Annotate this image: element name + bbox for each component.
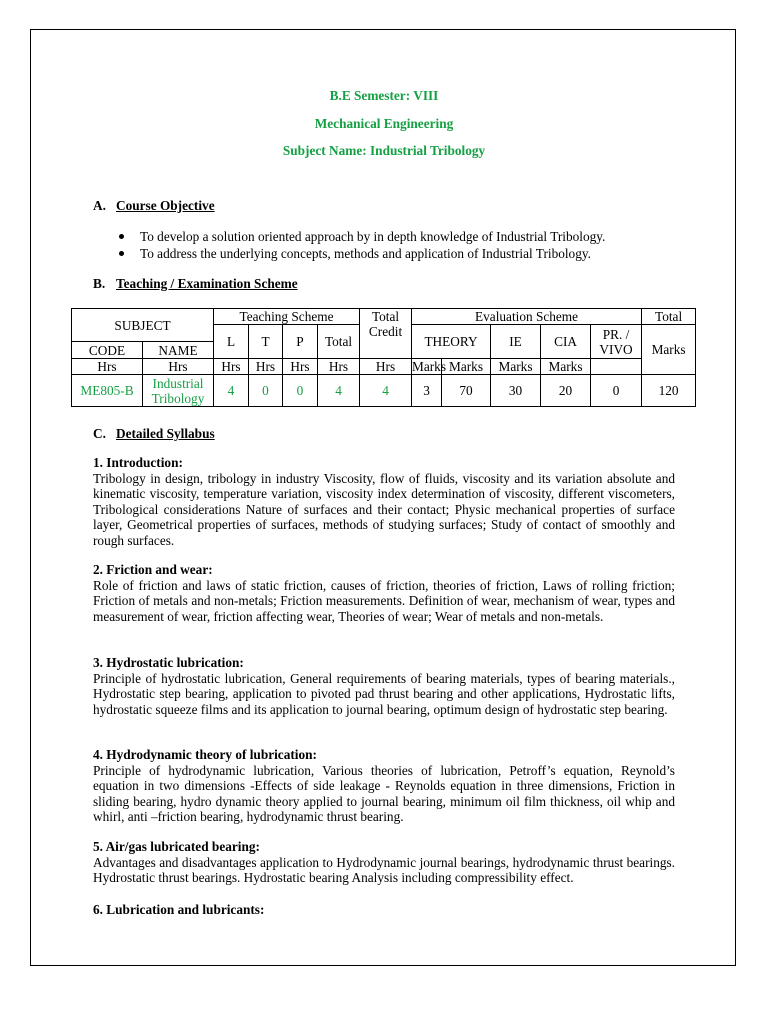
course-objective-list	[115, 228, 605, 262]
teaching-exam-scheme-table	[71, 308, 696, 407]
list-item: To develop a solution oriented approach by in depth knowledge of Industrial Tribology.	[115, 228, 605, 245]
t-header: T	[249, 325, 283, 359]
syllabus-unit-6	[93, 902, 675, 918]
syllabus-unit-1	[93, 455, 675, 549]
syllabus-unit-3	[93, 655, 675, 717]
hrs-label: Hrs	[283, 359, 318, 375]
section-title: Course Objective	[116, 198, 215, 213]
p-header: P	[283, 325, 318, 359]
course-name: Industrial Tribology	[143, 375, 214, 407]
theory-hours: 3	[412, 375, 442, 407]
unit-heading: 1. Introduction:	[93, 455, 183, 470]
section-a-heading	[93, 198, 215, 214]
code-header: CODE	[72, 342, 143, 359]
semester-title: B.E Semester: VIII	[329, 88, 439, 103]
total-marks: 120	[642, 375, 696, 407]
pr-vivo-header: PR. / VIVO	[591, 325, 642, 359]
section-c-heading	[93, 426, 215, 442]
total-hours: 4	[318, 375, 360, 407]
unit-text: Role of friction and laws of static friction, causes of friction, theories of friction, Laws of rolling friction; Friction of metals and non-metals; Friction measurements. Definition of wear, mechanism of wear, types and measurement of wear, friction affecting wear, Theories of wear; Wear of metals and non-metals.	[93, 577, 675, 624]
table-row	[72, 375, 696, 407]
cia-marks: 20	[541, 375, 591, 407]
total-header: Total	[642, 309, 696, 325]
section-letter: B.	[93, 276, 106, 291]
marks-header: Marks	[642, 325, 696, 375]
ie-marks: 30	[491, 375, 541, 407]
hrs-label: Hrs	[360, 359, 412, 375]
syllabus-unit-2	[93, 562, 675, 624]
section-letter: C.	[93, 426, 106, 441]
name-header: NAME	[143, 342, 214, 359]
subject-title: Subject Name: Industrial Tribology	[282, 143, 486, 158]
unit-heading: 4. Hydrodynamic theory of lubrication:	[93, 747, 317, 762]
hrs-label: Hrs	[318, 359, 360, 375]
lecture-hours: 4	[214, 375, 249, 407]
total-credit-header: Total Credit	[360, 309, 412, 359]
syllabus-unit-4	[93, 747, 675, 825]
total-hours-header: Total	[318, 325, 360, 359]
list-item: To address the underlying concepts, methods and application of Industrial Tribology.	[115, 245, 605, 262]
l-header: L	[214, 325, 249, 359]
evaluation-scheme-header: Evaluation Scheme	[412, 309, 642, 325]
tutorial-hours: 0	[249, 375, 283, 407]
syllabus-unit-5	[93, 839, 675, 886]
section-letter: A.	[93, 198, 106, 213]
course-code: ME805-B	[72, 375, 143, 407]
unit-heading: 5. Air/gas lubricated bearing:	[93, 839, 260, 854]
total-credit: 4	[360, 375, 412, 407]
section-title: Teaching / Examination Scheme	[116, 276, 298, 291]
hrs-label: Hrs	[143, 359, 214, 375]
unit-heading: 3. Hydrostatic lubrication:	[93, 655, 244, 670]
practical-hours: 0	[283, 375, 318, 407]
unit-text: Tribology in design, tribology in industry Viscosity, flow of fluids, viscosity and its variation absolute and kinematic viscosity, temperature variation, viscosity index determination of viscosity, different viscometers, Tribological considerations Nature of surfaces and their contact; Physic mechanical properties of surface layer, Geometrical properties of surfaces, methods of studying surfaces; Study of contact of smoothly and rough surfaces.	[93, 470, 675, 548]
subject-header: SUBJECT	[72, 309, 214, 342]
teaching-scheme-header: Teaching Scheme	[214, 309, 360, 325]
marks-label: Marks	[412, 359, 447, 374]
marks-label: Marks	[442, 359, 491, 375]
hrs-label: Hrs	[214, 359, 249, 375]
cia-header: CIA	[541, 325, 591, 359]
unit-text: Principle of hydrostatic lubrication, General requirements of bearing materials, types of bearing materials., Hydrostatic step bearing, application to pivoted pad thrust bearing and other applications, Hydrostatic lifts, hydrostatic squeeze films and its application to journal bearing, optimum design of hydrostatic step bearing.	[93, 670, 675, 717]
theory-marks: 70	[442, 375, 491, 407]
hrs-label: Hrs	[249, 359, 283, 375]
unit-text: Advantages and disadvantages application to Hydrodynamic journal bearings, hydrodynamic thrust bearings. Hydrostatic thrust bearings. Hydrostatic bearing Analysis including compressibility effect.	[93, 854, 675, 886]
department-title: Mechanical Engineering	[314, 116, 454, 131]
marks-label: Marks	[491, 359, 541, 375]
hrs-label: Hrs	[72, 359, 143, 375]
section-title: Detailed Syllabus	[116, 426, 215, 441]
ie-header: IE	[491, 325, 541, 359]
unit-heading: 2. Friction and wear:	[93, 562, 213, 577]
pr-vivo-marks: 0	[591, 375, 642, 407]
unit-text: Principle of hydrodynamic lubrication, Various theories of lubrication, Petroff’s equation, Reynold’s equation in two dimensions -Effects of side leakage - Reynolds equation in three dimensions, Friction in sliding bearing, hydro dynamic theory applied to journal bearing, minimum oil film thickness, oil whip and whirl, anti –friction bearing, hydrodynamic thrust bearing.	[93, 762, 675, 825]
section-b-heading	[93, 276, 298, 292]
theory-header: THEORY	[412, 325, 491, 359]
marks-label: Marks	[541, 359, 591, 375]
unit-heading: 6. Lubrication and lubricants:	[93, 902, 265, 917]
